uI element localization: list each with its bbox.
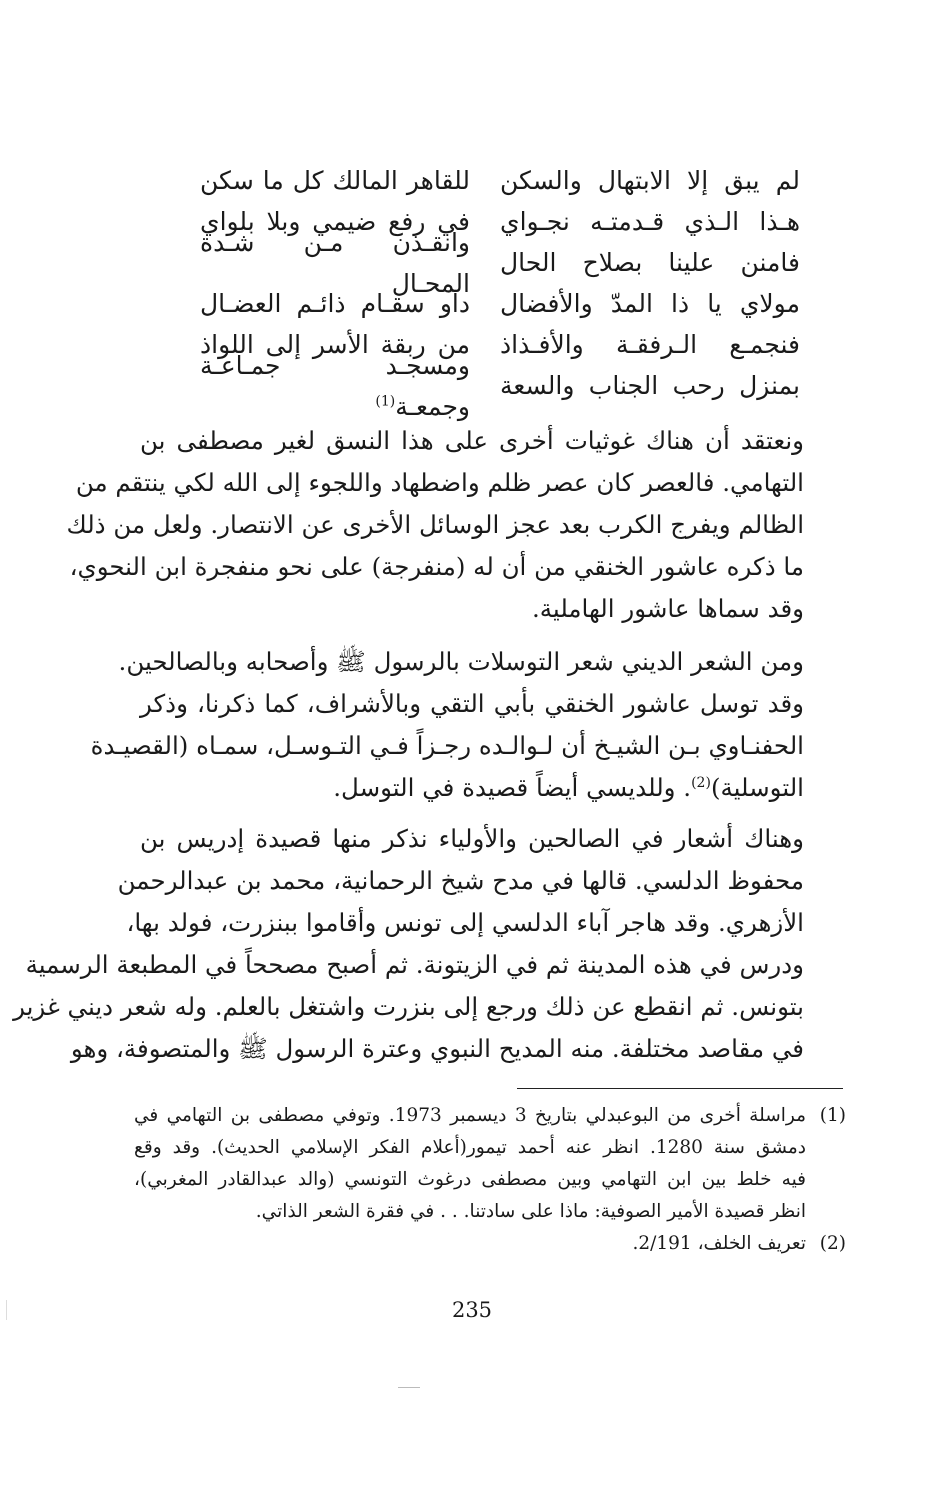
verse-second-hemistich: داو سقـام ذائـم العضـال xyxy=(200,289,470,318)
paragraph-3 xyxy=(13,818,804,1070)
verse-second-hemistich: وانقـذن مـن شـدة المحـال xyxy=(200,227,470,298)
verse-second-hemistich: للقاهر المالك كل ما سكن xyxy=(200,166,470,195)
scan-artifact xyxy=(6,1300,7,1320)
verse-first-hemistich: فنجمـع الـرفقـة والأفـذاذ xyxy=(500,330,800,359)
verse-second-hemistich: من ربقة الأسر إلى اللواذ xyxy=(200,330,470,359)
text-fragment: التوسلية) xyxy=(710,773,804,802)
verse-row xyxy=(200,160,800,201)
text-line: التهامي. فالعصر كان عصر ظلم واضطهاد واللجوء إلى الله لكي ينتقم من xyxy=(75,468,804,497)
footnote-ref-2[interactable]: (2) xyxy=(691,774,711,791)
page-number: 235 xyxy=(451,1298,493,1322)
footnote-line: دمشق سنة 1280. انظر عنه أحمد تيمور(أعلام الفكر الإسلامي الحديث). وقد وقع xyxy=(134,1137,806,1158)
text-line: ومن الشعر الديني شعر التوسلات بالرسول ﷺ وأصحابه وبالصالحين. xyxy=(118,647,804,676)
footnote-line: انظر قصيدة الأمير الصوفية: ماذا على سادتنا. . . في فقرة الشعر الذاتي. xyxy=(255,1201,806,1222)
verse-first-hemistich: لم يبق إلا الابتهال والسكن xyxy=(500,166,800,195)
verse-second-hemistich xyxy=(200,345,470,427)
footnote-1 xyxy=(134,1100,846,1228)
footnote-2 xyxy=(134,1228,846,1260)
text-fragment: . وللديسي أيضاً قصيدة في التوسل. xyxy=(333,773,692,802)
verse-row xyxy=(200,227,800,298)
text-line: وقد سماها عاشور الهاملية. xyxy=(532,594,804,623)
text-line: وهناك أشعار في الصالحين والأولياء نذكر منها قصيدة إدريس بن xyxy=(140,824,804,853)
text-line: وقد توسل عاشور الخنقي بأبي التقي وبالأشراف، كما ذكرنا، وذكر xyxy=(140,689,804,718)
footnotes xyxy=(134,1100,846,1260)
footnote-body xyxy=(134,1228,806,1260)
scan-artifact xyxy=(398,1387,420,1388)
text-line: ودرس في هذه المدينة ثم في الزيتونة. ثم أصبح مصححاً في المطبعة الرسمية xyxy=(25,950,804,979)
text-line: في مقاصد مختلفة. منه المديح النبوي وعترة الرسول ﷺ والمتصوفة، وهو xyxy=(70,1034,804,1063)
footnote-ref-1[interactable]: (1) xyxy=(375,393,396,410)
footnote-line: فيه خلط بين ابن التهامي وبين مصطفى درغوث التونسي (والد عبدالقادر المغربي)، xyxy=(134,1169,806,1190)
verse-row xyxy=(200,350,800,421)
verse-first-hemistich: فامنن علينا بصلاح الحال xyxy=(500,248,800,277)
text-line: الحفنـاوي بـن الشيـخ أن لـوالـده رجـزاً فـي التـوسـل، سمـاه (القصيـدة xyxy=(90,731,804,760)
text-line: ما ذكره عاشور الخنقي من أن له (منفرجة) على نحو منفجرة ابن النحوي، xyxy=(69,552,804,581)
verse-row xyxy=(200,283,800,324)
poem-verses xyxy=(200,160,800,421)
footnote-separator xyxy=(517,1088,843,1089)
verse-first-hemistich: مولاي يا ذا المدّ والأفضال xyxy=(500,289,800,318)
footnote-number: (1) xyxy=(819,1105,846,1126)
text-line xyxy=(140,767,804,809)
text-line: الظالم ويفرج الكرب بعد عجز الوسائل الأخرى عن الانتصار. ولعل من ذلك xyxy=(66,510,804,539)
text-line: بتونس. ثم انقطع عن ذلك ورجع إلى بنزرت واشتغل بالعلم. وله شعر ديني غزير xyxy=(13,992,804,1021)
footnote-line: مراسلة أخرى من البوعبدلي بتاريخ 3 ديسمبر 1973. وتوفي مصطفى بن التهامي في xyxy=(134,1105,806,1126)
text-line: الأزهري. وقد هاجر آباء الدلسي إلى تونس وأقاموا ببنزرت، فولد بها، xyxy=(126,908,804,937)
paragraph-2 xyxy=(90,641,804,809)
text-line: ونعتقد أن هناك غوثيات أخرى على هذا النسق لغير مصطفى بن xyxy=(140,426,804,455)
verse-text: ومسجـد جمـاعـة وجمعـة xyxy=(200,350,470,421)
verse-second-hemistich: في رفع ضيمي وبلا بلواي xyxy=(200,207,470,236)
text-line: محفوظ الدلسي. قالها في مدح شيخ الرحمانية، محمد بن عبدالرحمن xyxy=(117,866,804,895)
footnote-number: (2) xyxy=(819,1233,846,1254)
paragraph-1 xyxy=(66,420,804,630)
verse-first-hemistich: هـذا الـذي قـدمتـه نجـواي xyxy=(500,207,800,236)
footnote-body xyxy=(134,1100,806,1228)
verse-first-hemistich: بمنزل رحب الجناب والسعة xyxy=(500,371,800,400)
footnote-line: تعريف الخلف، 2/191. xyxy=(632,1233,806,1254)
